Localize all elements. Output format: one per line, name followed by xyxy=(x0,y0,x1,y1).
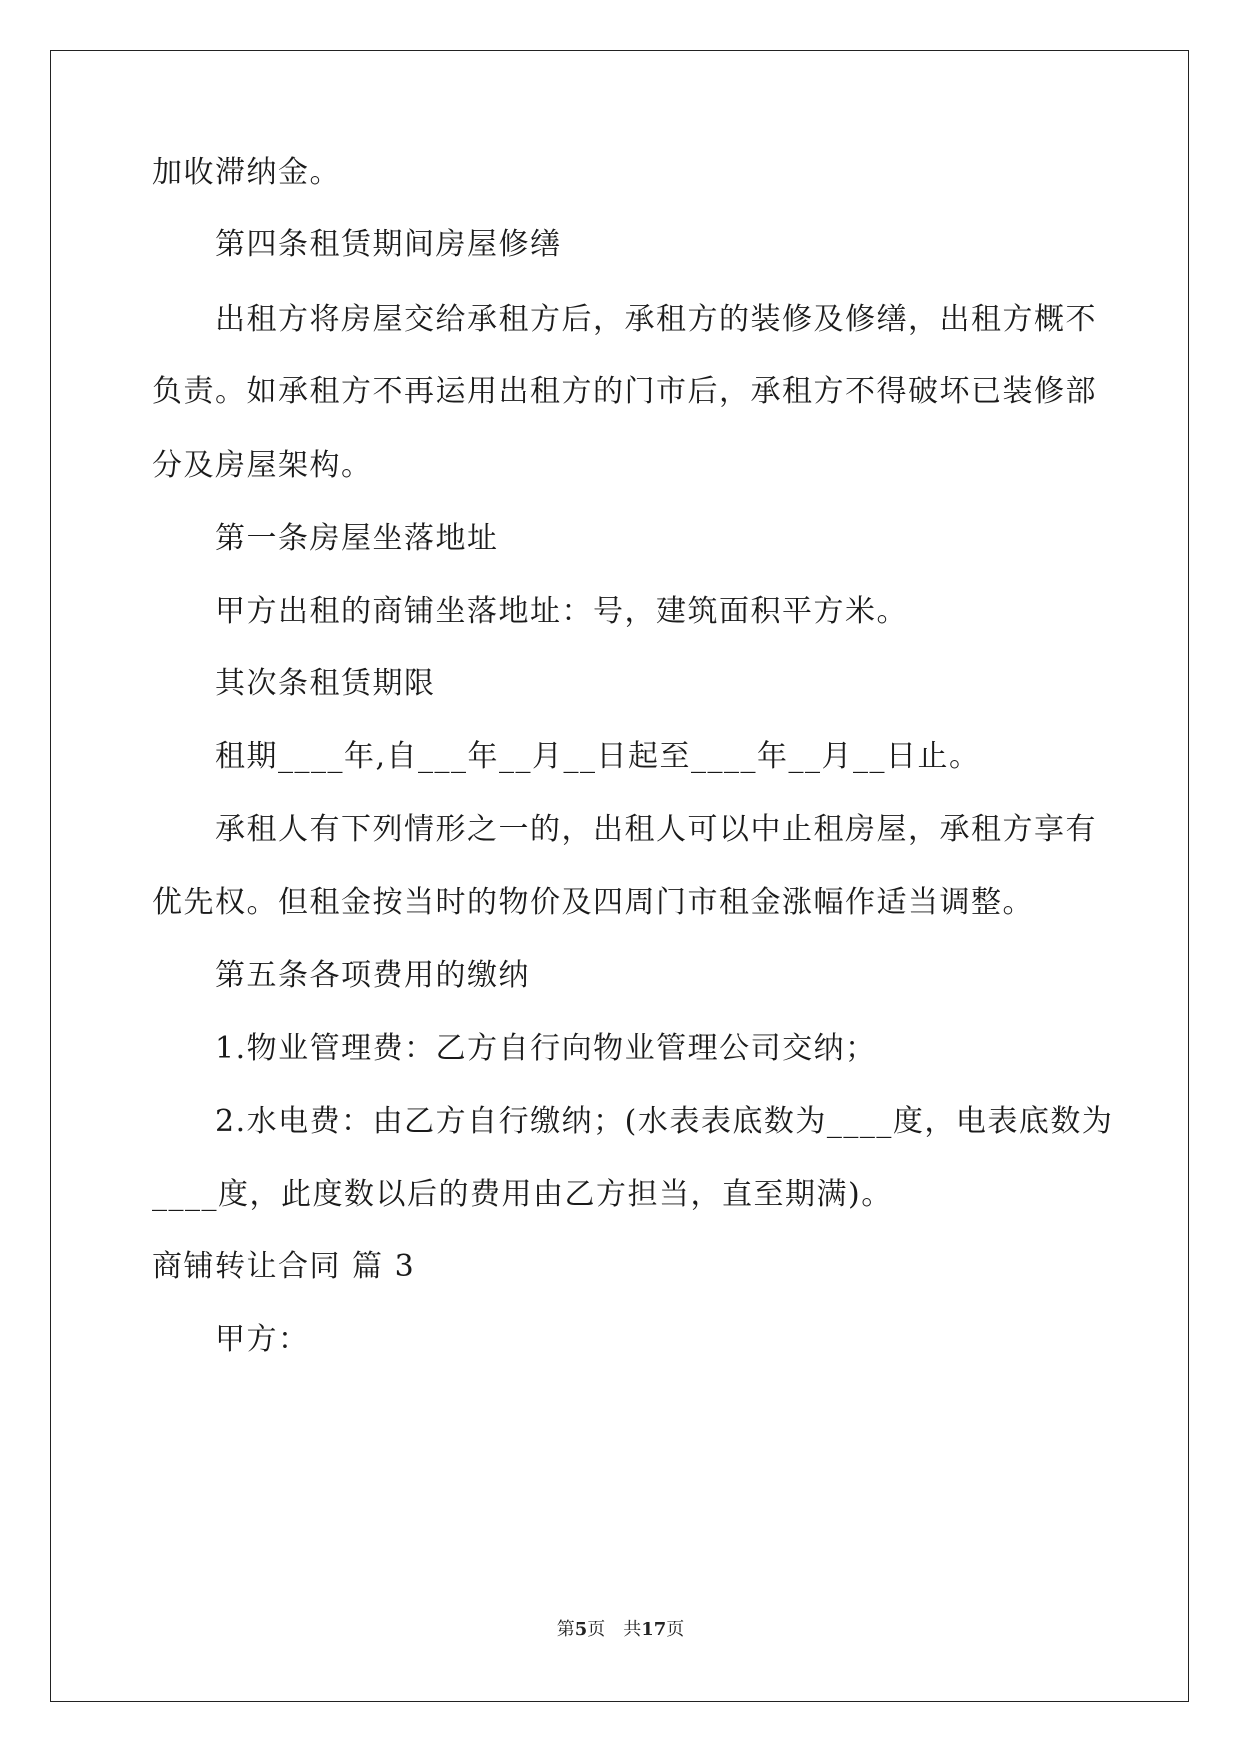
page-total: 17 xyxy=(641,1619,667,1640)
section-heading: 第五条各项费用的缴纳 xyxy=(215,958,530,993)
text-line: 加收滞纳金。 xyxy=(152,155,341,190)
paragraph-line: 租期____年,自___年__月__日起至____年__月__日止。 xyxy=(215,739,981,774)
page-number: 5 xyxy=(574,1619,588,1640)
document-title: 商铺转让合同 篇 3 xyxy=(152,1249,416,1284)
paragraph-line: 优先权。但租金按当时的物价及四周门市租金涨幅作适当调整。 xyxy=(152,885,1034,920)
paragraph-line: 分及房屋架构。 xyxy=(152,448,373,483)
page-footer xyxy=(0,1618,1241,1642)
section-heading: 第四条租赁期间房屋修缮 xyxy=(215,227,562,262)
list-item: 1.物业管理费：乙方自行向物业管理公司交纳； xyxy=(215,1031,877,1066)
footer-suffix: 页 xyxy=(666,1619,685,1640)
paragraph-line: 负责。如承租方不再运用出租方的门市后，承租方不得破坏已装修部 xyxy=(152,374,1097,409)
footer-mid: 页 共 xyxy=(587,1619,642,1640)
page-border xyxy=(50,50,1189,1702)
paragraph-line: 出租方将房屋交给承租方后，承租方的装修及修缮，出租方概不 xyxy=(215,302,1097,337)
paragraph-line: 甲方出租的商铺坐落地址：号，建筑面积平方米。 xyxy=(215,594,908,629)
section-heading: 其次条租赁期限 xyxy=(215,666,436,701)
party-a-label: 甲方： xyxy=(215,1322,310,1357)
paragraph-line: ____度，此度数以后的费用由乙方担当，直至期满)。 xyxy=(152,1177,893,1212)
section-heading: 第一条房屋坐落地址 xyxy=(215,521,499,556)
paragraph-line: 承租人有下列情形之一的，出租人可以中止租房屋，承租方享有 xyxy=(215,812,1097,847)
list-item: 2.水电费：由乙方自行缴纳；(水表表底数为____度，电表底数为 xyxy=(215,1104,1114,1139)
footer-prefix: 第 xyxy=(556,1619,575,1640)
